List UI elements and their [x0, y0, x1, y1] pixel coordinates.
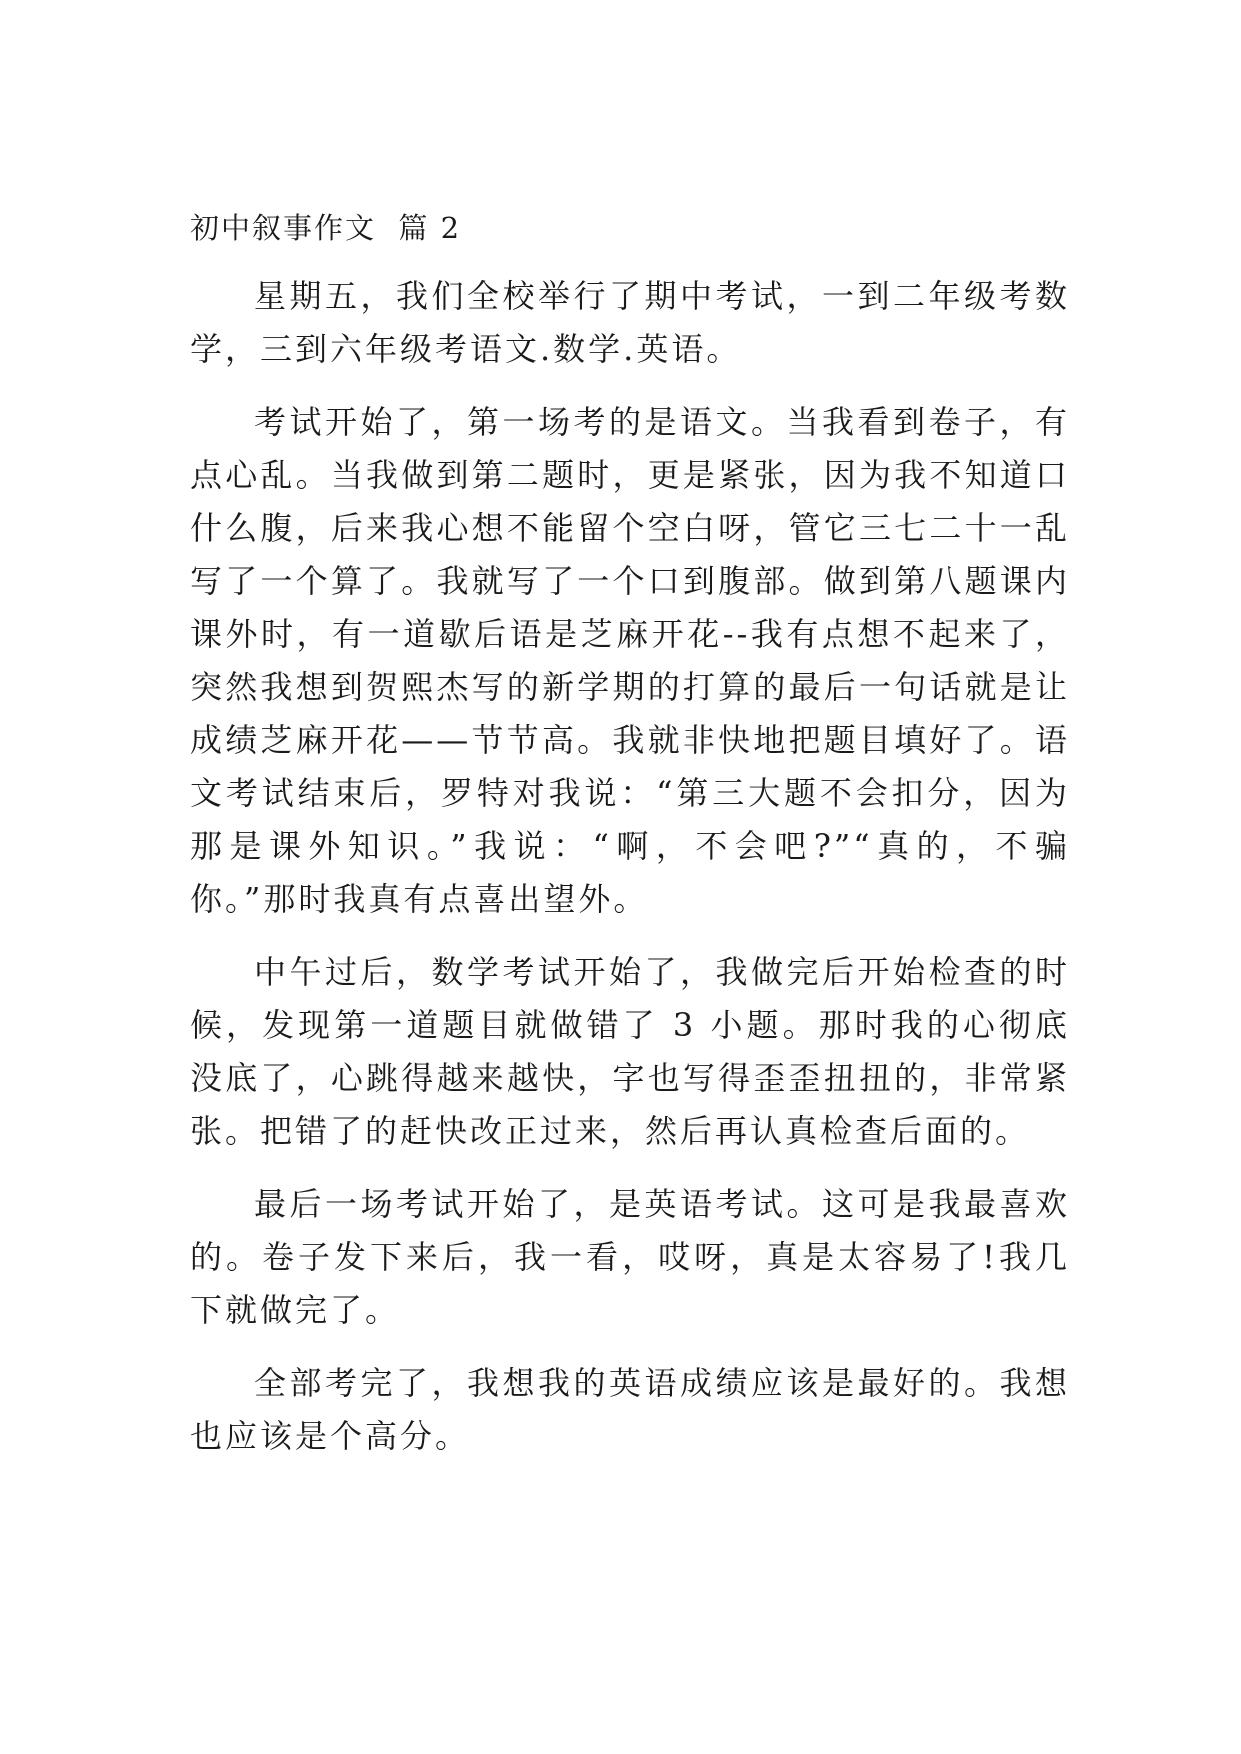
document-body	[190, 208, 1070, 1463]
paragraph-3: 中午过后，数学考试开始了，我做完后开始检查的时候，发现第一道题目就做错了 3 小题。那时我的心彻底没底了，心跳得越来越快，字也写得歪歪扭扭的，非常紧张。把错了的赶快改正过来，然后再认真检查后面的。	[190, 953, 1070, 1150]
paragraph-4: 最后一场考试开始了，是英语考试。这可是我最喜欢的。卷子发下来后，我一看，哎呀，真是太容易了!我几下就做完了。	[190, 1185, 1070, 1329]
document-title: 初中叙事作文 篇 2	[190, 211, 462, 245]
paragraph-2: 考试开始了，第一场考的是语文。当我看到卷子，有点心乱。当我做到第二题时，更是紧张，因为我不知道口什么腹，后来我心想不能留个空白呀，管它三七二十一乱写了一个算了。我就写了一个口到腹部。做到第八题课内课外时，有一道歇后语是芝麻开花--我有点想不起来了，突然我想到贺熙杰写的新学期的打算的最后一句话就是让成绩芝麻开花——节节高。我就非快地把题目填好了。语文考试结束后，罗特对我说：“第三大题不会扣分，因为那是课外知识。”我说：“啊，不会吧?”“真的，不骗你。”那时我真有点喜出望外。	[190, 403, 1070, 918]
paragraph-5: 全部考完了，我想我的英语成绩应该是最好的。我想也应该是个高分。	[190, 1364, 1070, 1455]
paragraph-1: 星期五，我们全校举行了期中考试，一到二年级考数学，三到六年级考语文.数学.英语。	[190, 277, 1070, 368]
